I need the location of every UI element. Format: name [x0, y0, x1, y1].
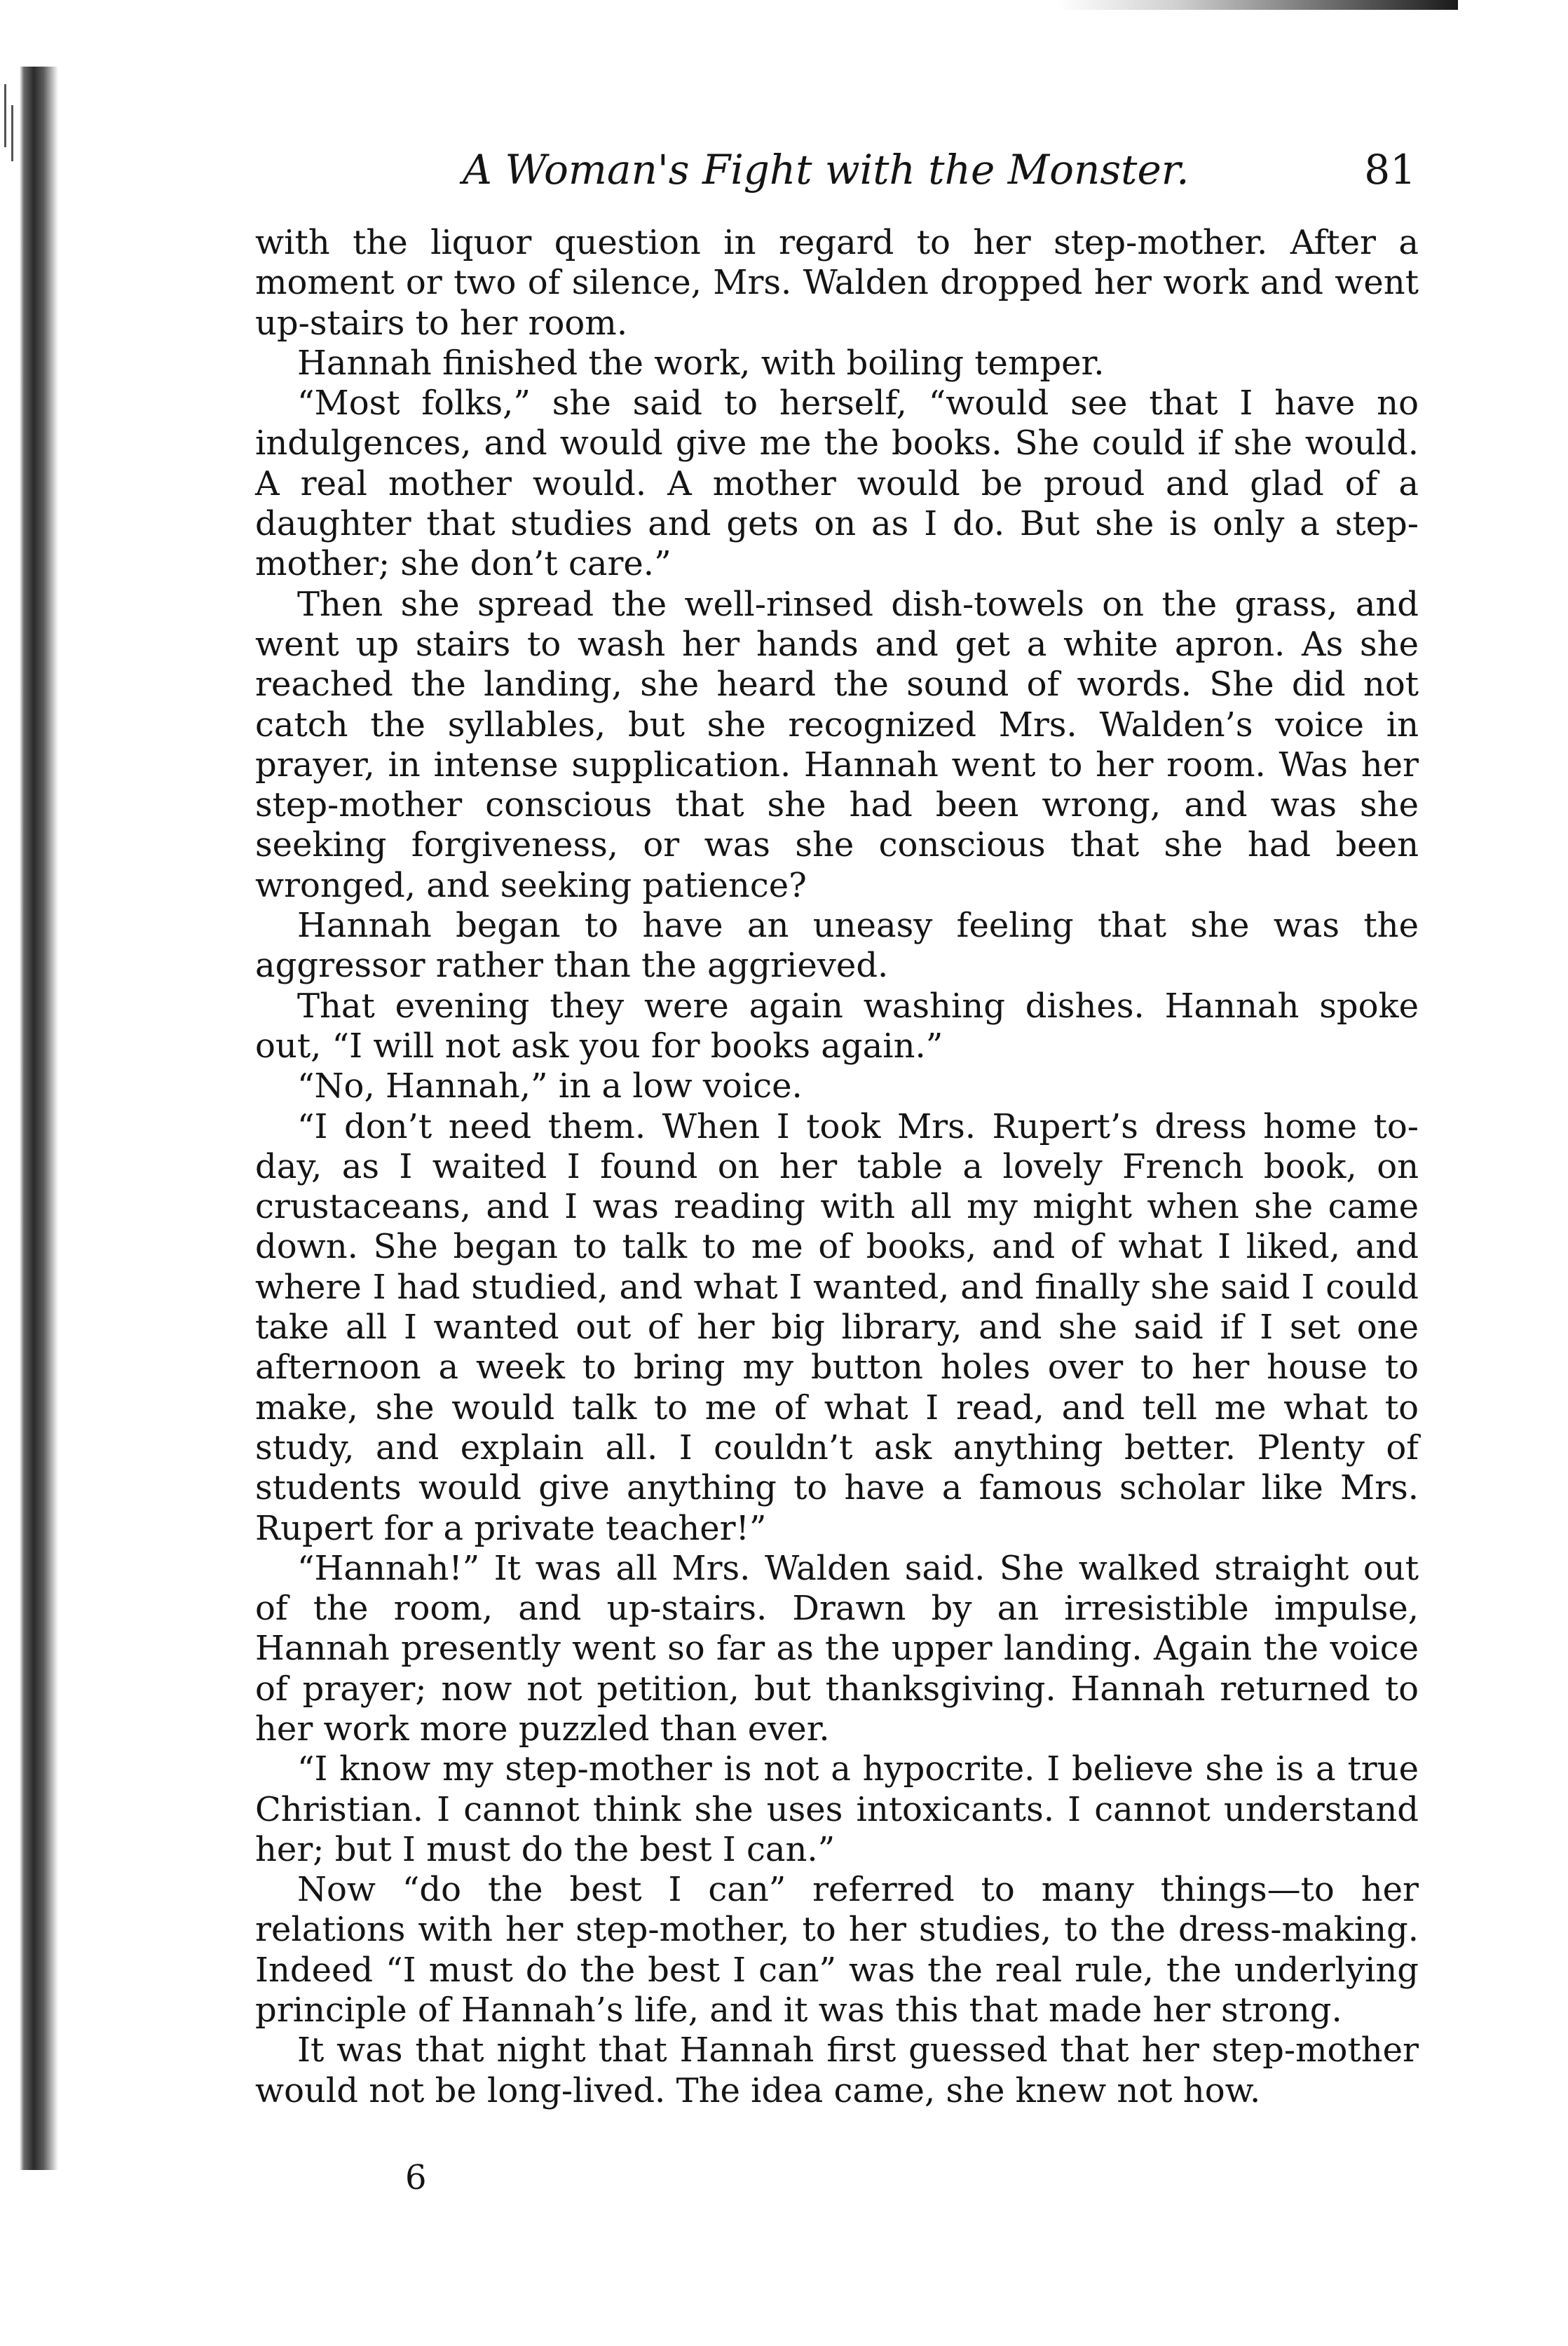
- edge-tick: [4, 84, 6, 147]
- paragraph: “Hannah!” It was all Mrs. Walden said. She walked straight out of the room, and up-stairs. Drawn by an irresistible impulse, Hannah presently went so far as the upper landing. Again the voice of prayer; now not petition, but thanksgiving. Hannah returned to her work more puzzled than ever.: [255, 1548, 1419, 1749]
- paragraph: Then she spread the well-rinsed dish-towels on the grass, and went up stairs to wash her hands and get a white apron. As she reached the landing, she heard the sound of words. She did not catch the syllables, but she recognized Mrs. Walden’s voice in prayer, in intense supplication. Hannah went to her room. Was her step-mother conscious that she had been wrong, and was she seeking forgiveness, or was she conscious that she had been wronged, and seeking patience?: [255, 584, 1419, 905]
- running-header: [463, 146, 1416, 202]
- paragraph: “Most folks,” she said to herself, “would see that I have no indulgences, and would give me the books. She could if she would. A real mother would. A mother would be proud and glad of a daughter that studies and gets on as I do. But she is only a step-mother; she don’t care.”: [255, 384, 1419, 584]
- binding-edge: [20, 67, 58, 2170]
- paragraph: Hannah finished the work, with boiling temper.: [297, 343, 1105, 383]
- paragraph: It was that night that Hannah first guessed that her step-mother would not be long-lived. The idea came, she knew not how.: [255, 2030, 1419, 2110]
- paragraph: Now “do the best I can” referred to many things—to her relations with her step-mother, to her studies, to the dress-making. Indeed “I must do the best I can” was the real rule, the underlying principle of Hannah’s life, and it was this that made her strong.: [255, 1870, 1419, 2030]
- top-rule: [1058, 0, 1458, 10]
- paragraph: “I know my step-mother is not a hypocrite. I believe she is a true Christian. I cannot think she uses intoxicants. I cannot understand her; but I must do the best I can.”: [255, 1749, 1419, 1869]
- paragraph: “No, Hannah,” in a low voice.: [297, 1066, 803, 1106]
- paragraph: Hannah began to have an uneasy feeling that she was the aggressor rather than the aggrieved.: [255, 906, 1419, 986]
- body-text: [255, 223, 1419, 2111]
- paragraph: “I don’t need them. When I took Mrs. Rupert’s dress home to-day, as I waited I found on her table a lovely French book, on crustaceans, and I was reading with all my might when she came down. She began to talk to me of books, and of what I liked, and where I had studied, and what I wanted, and finally she said I could take all I wanted out of her big library, and she said if I set one afternoon a week to bring my button holes over to her house to make, she would talk to me of what I read, and tell me what to study, and explain all. I couldn’t ask anything better. Plenty of students would give anything to have a famous scholar like Mrs. Rupert for a private teacher!”: [255, 1106, 1419, 1548]
- signature-mark: 6: [405, 2158, 427, 2197]
- running-title: A Woman's Fight with the Monster.: [463, 146, 1189, 194]
- edge-tick: [11, 105, 13, 161]
- page-number: 81: [1364, 146, 1416, 194]
- paragraph: with the liquor question in regard to her step-mother. After a moment or two of silence, Mrs. Walden dropped her work and went up-stairs to her room.: [255, 223, 1419, 343]
- paragraph: That evening they were again washing dishes. Hannah spoke out, “I will not ask you for books again.”: [255, 986, 1419, 1066]
